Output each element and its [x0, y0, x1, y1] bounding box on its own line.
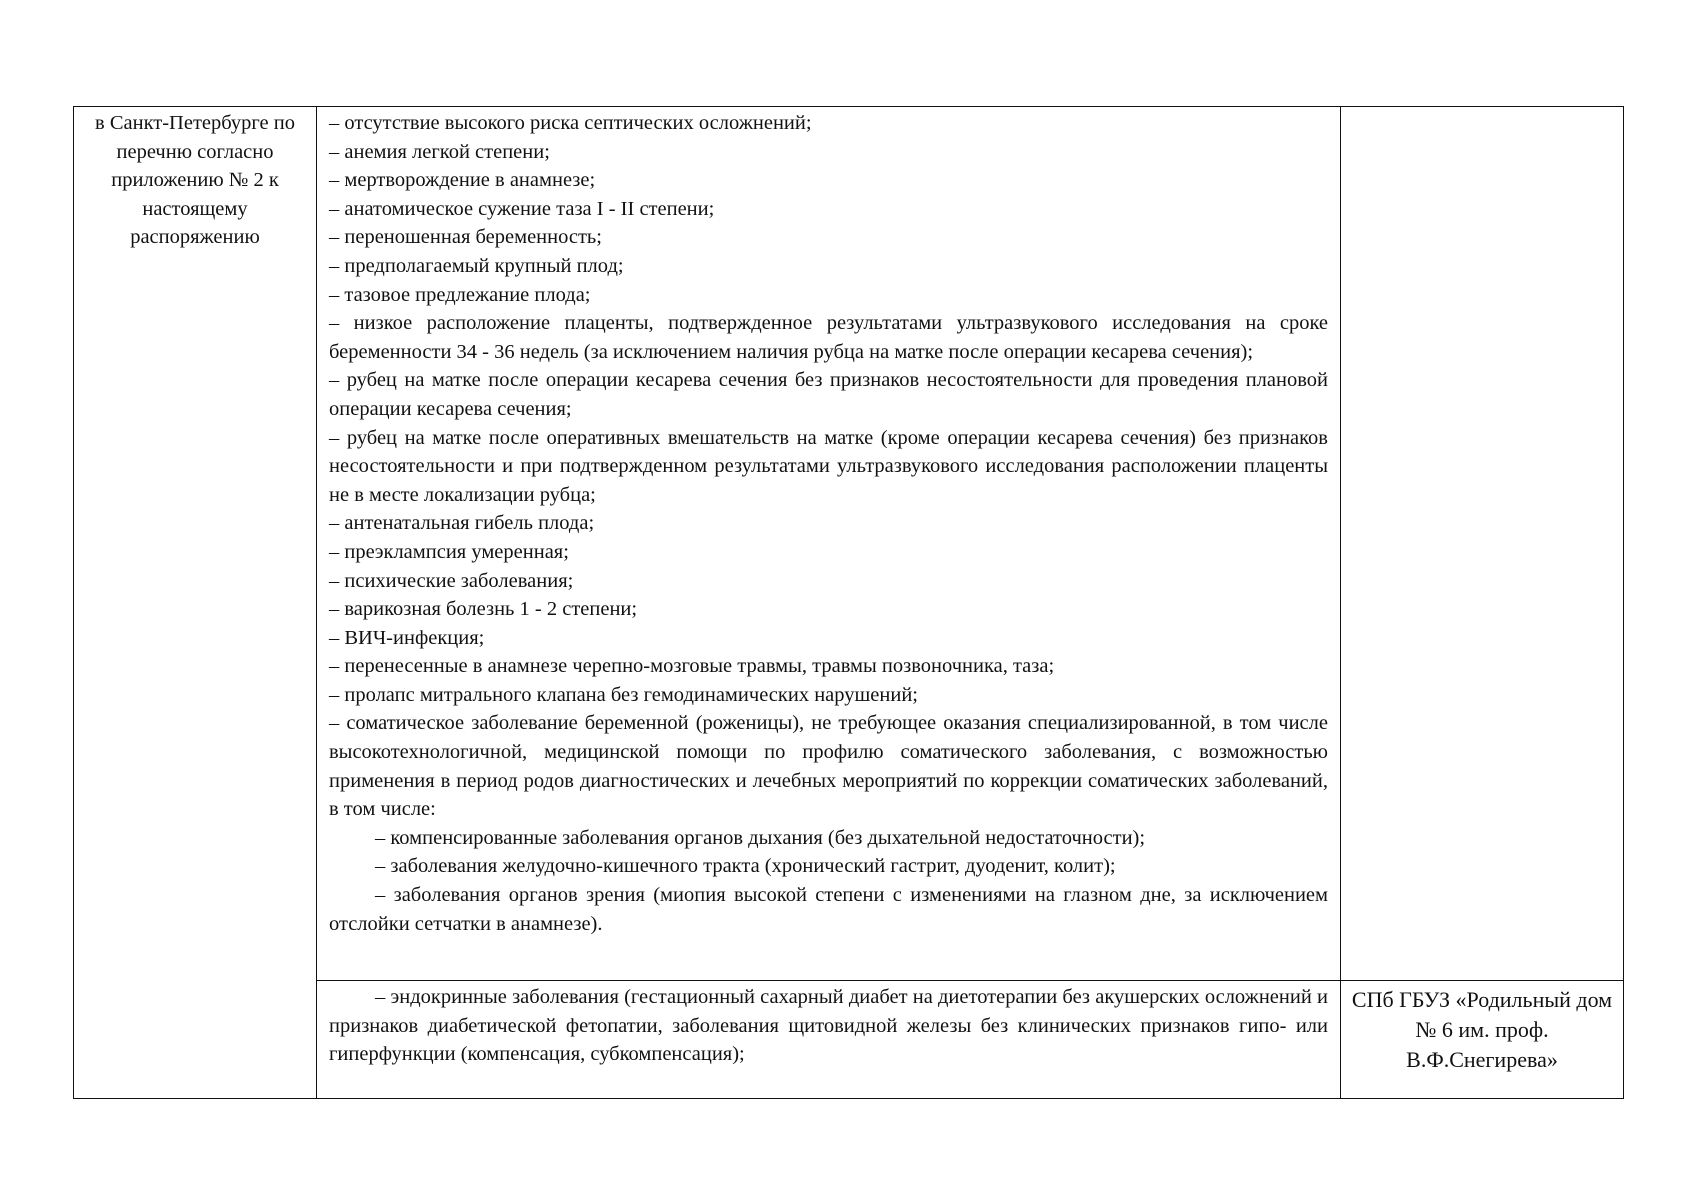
sub-list-item: – заболевания органов зрения (миопия высокой степени с изменениями на глазном дне, за исключением отслойки сетчатки в анамнезе). — [329, 884, 1328, 935]
sub-list-item: – заболевания желудочно-кишечного тракта (хронический гастрит, дуоденит, колит); — [375, 855, 1116, 878]
list-item: – перенесенные в анамнезе черепно-мозговые травмы, травмы позвоночника, таза; — [329, 655, 1055, 678]
list-item: – антенатальная гибель плода; — [329, 512, 595, 535]
list-item: – отсутствие высокого риска септических осложнений; — [329, 112, 812, 134]
endocrine-cell — [317, 981, 1341, 1099]
list-item: – анатомическое сужение таза I - II степени; — [329, 197, 715, 220]
list-item: – тазовое предлежание плода; — [329, 283, 591, 306]
list-item: – психические заболевания; — [329, 569, 574, 592]
list-item: – соматическое заболевание беременной (роженицы), не требующее оказания специализированной, в том числе высокотехнологичной, медицинской помощи по профилю соматического заболевания, с возможностью применения в период родов диагностических и лечебных мероприятий по коррекции соматических заболеваний, в том числе: — [329, 712, 1328, 821]
list-item: – преэклампсия умеренная; — [329, 540, 569, 563]
list-item: – переношенная беременность; — [329, 226, 602, 249]
list-item: – низкое расположение плаценты, подтвержденное результатами ультразвукового исследования на сроке беременности 34 - 36 недель (за исключением наличия рубца на матке после операции кесарева сечения); — [329, 312, 1328, 363]
right-cell-empty — [1341, 107, 1624, 981]
endocrine-text: – эндокринные заболевания (гестационный сахарный диабет на диетотерапии без акушерских осложнений и признаков диабетической фетопатии, заболевания щитовидной железы без клинических признаков гипо- или гиперфункции (компенсация, субкомпенсация); — [329, 986, 1328, 1066]
list-item: – варикозная болезнь 1 - 2 степени; — [329, 598, 638, 621]
institution-name: СПб ГБУЗ «Родильный дом № 6 им. проф. В.Ф.Снегирева» — [1351, 987, 1613, 1072]
list-item: – анемия легкой степени; — [329, 140, 550, 163]
list-item: – рубец на матке после оперативных вмешательств на матке (кроме операции кесарева сечения) без признаков несостоятельности и при подтвержденном результатами ультразвукового исследования расположении плаценты не в месте локализации рубца; — [329, 426, 1328, 506]
conditions-cell — [317, 107, 1341, 981]
list-item: – мертворождение в анамнезе; — [329, 169, 596, 192]
institution-cell — [1341, 981, 1624, 1099]
conditions-list — [317, 107, 1340, 938]
list-item: – пролапс митрального клапана без гемодинамических нарушений; — [329, 683, 918, 706]
list-item: – предполагаемый крупный плод; — [329, 254, 624, 277]
list-item: – рубец на матке после операции кесарева сечения без признаков несостоятельности для проведения плановой операции кесарева сечения; — [329, 369, 1328, 420]
document-table — [73, 106, 1624, 1099]
left-cell-text: в Санкт-Петербурге по перечню согласно приложению № 2 к настоящему распоряжению — [95, 112, 295, 249]
left-cell — [74, 107, 317, 1099]
table-row — [74, 107, 1624, 981]
sub-list-item: – компенсированные заболевания органов дыхания (без дыхательной недостаточности); — [375, 826, 1146, 849]
list-item: – ВИЧ-инфекция; — [329, 626, 485, 649]
